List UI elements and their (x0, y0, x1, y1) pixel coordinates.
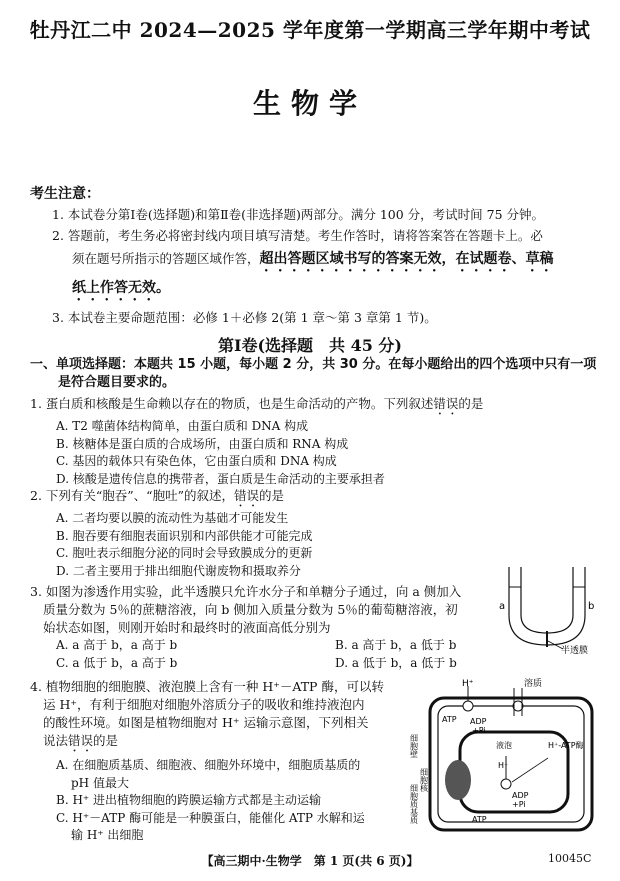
fig-nucleus: 细胞核 (419, 768, 429, 792)
fig-adp-1: ADP (470, 717, 487, 726)
option-4a: A. 在细胞质基质、细胞液、细胞外环境中，细胞质基质的 (56, 758, 361, 772)
option-3a: A. a 高于 b，a 高于 b (56, 638, 178, 652)
option-4b: B. H⁺ 进出植物细胞的跨膜运输方式都是主动运输 (56, 793, 322, 807)
question-4-stem-3: 的酸性环境。如图是植物细胞对 H⁺ 运输示意图，下列相关 (43, 715, 369, 730)
label-b: b (588, 601, 595, 612)
option-1c: C. 基因的载体只有染色体，它由蛋白质和 DNA 构成 (56, 454, 337, 468)
option-2d: D. 二者主要用于排出细胞代谢废物和摄取养分 (56, 563, 301, 578)
fig-h-mid: H⁺ (498, 761, 509, 770)
notice-emphasis-2: 纸上作答无效。 (72, 280, 170, 296)
option-1a: A. T2 噬菌体结构简单，由蛋白质和 DNA 构成 (56, 419, 309, 433)
fig-pi-2: +Pi (512, 800, 526, 809)
fig-atp-2: ATP (472, 815, 487, 824)
fig-pi-1: +Pi (472, 726, 486, 735)
u-tube-figure (495, 565, 605, 655)
option-4c: C. H⁺－ATP 酶可能是一种膜蛋白，能催化 ATP 水解和运 (56, 810, 365, 825)
notice-list (30, 204, 600, 328)
question-4 (30, 678, 420, 845)
question-3-stem-3: 始状态如图，则刚开始时和最终时的液面高低分别为 (43, 620, 331, 635)
section-instructions: 一、单项选择题：本题共 15 小题，每小题 2 分，共 30 分。在每小题给出的四个选项中只有一项 是符合题目要求的。 (30, 357, 597, 390)
fig-atp-1: ATP (442, 715, 457, 724)
question-4-options (30, 757, 420, 845)
vacuole-pump (501, 779, 511, 789)
question-1-options (30, 418, 600, 488)
option-2a: A. 二者均要以膜的流动性为基础才可能发生 (56, 511, 289, 525)
fig-adp-2: ADP (512, 791, 529, 800)
fig-cell-wall: 细胞壁 (409, 734, 419, 758)
notice-item-2-line3 (30, 277, 600, 304)
option-1b: B. 核糖体是蛋白质的合成场所，由蛋白质和 RNA 构成 (56, 436, 349, 451)
u-tube-inner (521, 567, 573, 633)
part1-title: 第Ⅰ卷(选择题 共 45 分) (217, 336, 403, 355)
subject-title: 生物学 (252, 87, 367, 120)
notice-item-2-line1: 2. 答题前，考生务必将密封线内项目填写清楚。考生作答时，请将答案答在答题卡上。必 (52, 228, 543, 243)
fig-solute: 溶质 (524, 679, 543, 689)
notice-item-1: 1. 本试卷分第Ⅰ卷(选择题)和第Ⅱ卷(非选择题)两部分。满分 100 分，考试时间 75 分钟。 (52, 207, 544, 222)
question-3-stem-1: 3. 如图为渗透作用实验，此半透膜只允许水分子和单糖分子通过，向 a 侧加入 (30, 584, 462, 599)
question-4-stem-1: 4. 植物细胞的细胞膜、液泡膜上含有一种 H⁺－ATP 酶，可以转 (30, 679, 384, 694)
fig-h-top: H⁺ (462, 679, 474, 689)
nucleus (445, 760, 471, 800)
option-2b: B. 胞吞要有细胞表面识别和内部供能才可能完成 (56, 528, 313, 543)
exam-code: 10045C (548, 852, 592, 865)
fig-atp-enzyme: H⁺-ATP酶 (548, 741, 584, 750)
notice-heading: 考生注意： (30, 186, 100, 202)
question-2-stem: 2. 下列有关“胞吞”、“胞吐”的叙述，错误的是 (30, 488, 284, 503)
option-4a-cont: pH 值最大 (71, 775, 129, 790)
label-membrane: 半透膜 (561, 646, 589, 655)
question-1 (30, 395, 600, 488)
label-a: a (499, 601, 506, 612)
option-3d: D. a 低于 b，a 低于 b (335, 656, 457, 670)
exam-title: 牡丹江二中 2024—2025 学年度第一学期高三学年期中考试 (29, 18, 591, 42)
notice-emphasis-1: 超出答题区域书写的答案无效，在试题卷、草稿 (259, 251, 554, 267)
fig-cytoplasm: 细胞质基质 (409, 784, 419, 824)
membrane-pump (463, 701, 473, 711)
page-footer: 【高三期中·生物学 第 1 页(共 6 页)】 (201, 854, 419, 868)
option-2c: C. 胞吐表示细胞分泌的同时会导致膜成分的更新 (56, 546, 313, 560)
plant-cell-figure (408, 676, 608, 838)
option-3c: C. a 低于 b，a 高于 b (56, 656, 178, 670)
question-3-stem-2: 质量分数为 5％的蔗糖溶液，向 b 侧加入质量分数为 5％的葡萄糖溶液，初 (43, 602, 458, 617)
question-4-stem-4: 说法错误的是 (43, 733, 119, 748)
notice-item-3: 3. 本试卷主要命题范围：必修 1＋必修 2(第 1 章～第 3 章第 1 节)。 (52, 310, 437, 325)
question-3-options (30, 637, 510, 673)
option-4c-cont: 输 H⁺ 出细胞 (71, 828, 144, 842)
question-4-stem-2: 运 H⁺，有利于细胞对细胞外溶质分子的吸收和维持液泡内 (43, 697, 365, 712)
question-3 (30, 583, 510, 673)
option-3b: B. a 高于 b，a 低于 b (335, 638, 457, 652)
fig-vacuole: 液泡 (496, 741, 512, 750)
option-1d: D. 核酸是遗传信息的携带者，蛋白质是生命活动的主要承担者 (56, 471, 385, 486)
question-1-stem: 1. 蛋白质和核酸是生命赖以存在的物质，也是生命活动的产物。下列叙述错误的是 (30, 396, 484, 411)
notice-item-2-line2: 须在题号所指示的答题区域作答，超出答题区域书写的答案无效，在试题卷、草稿 (72, 251, 554, 267)
